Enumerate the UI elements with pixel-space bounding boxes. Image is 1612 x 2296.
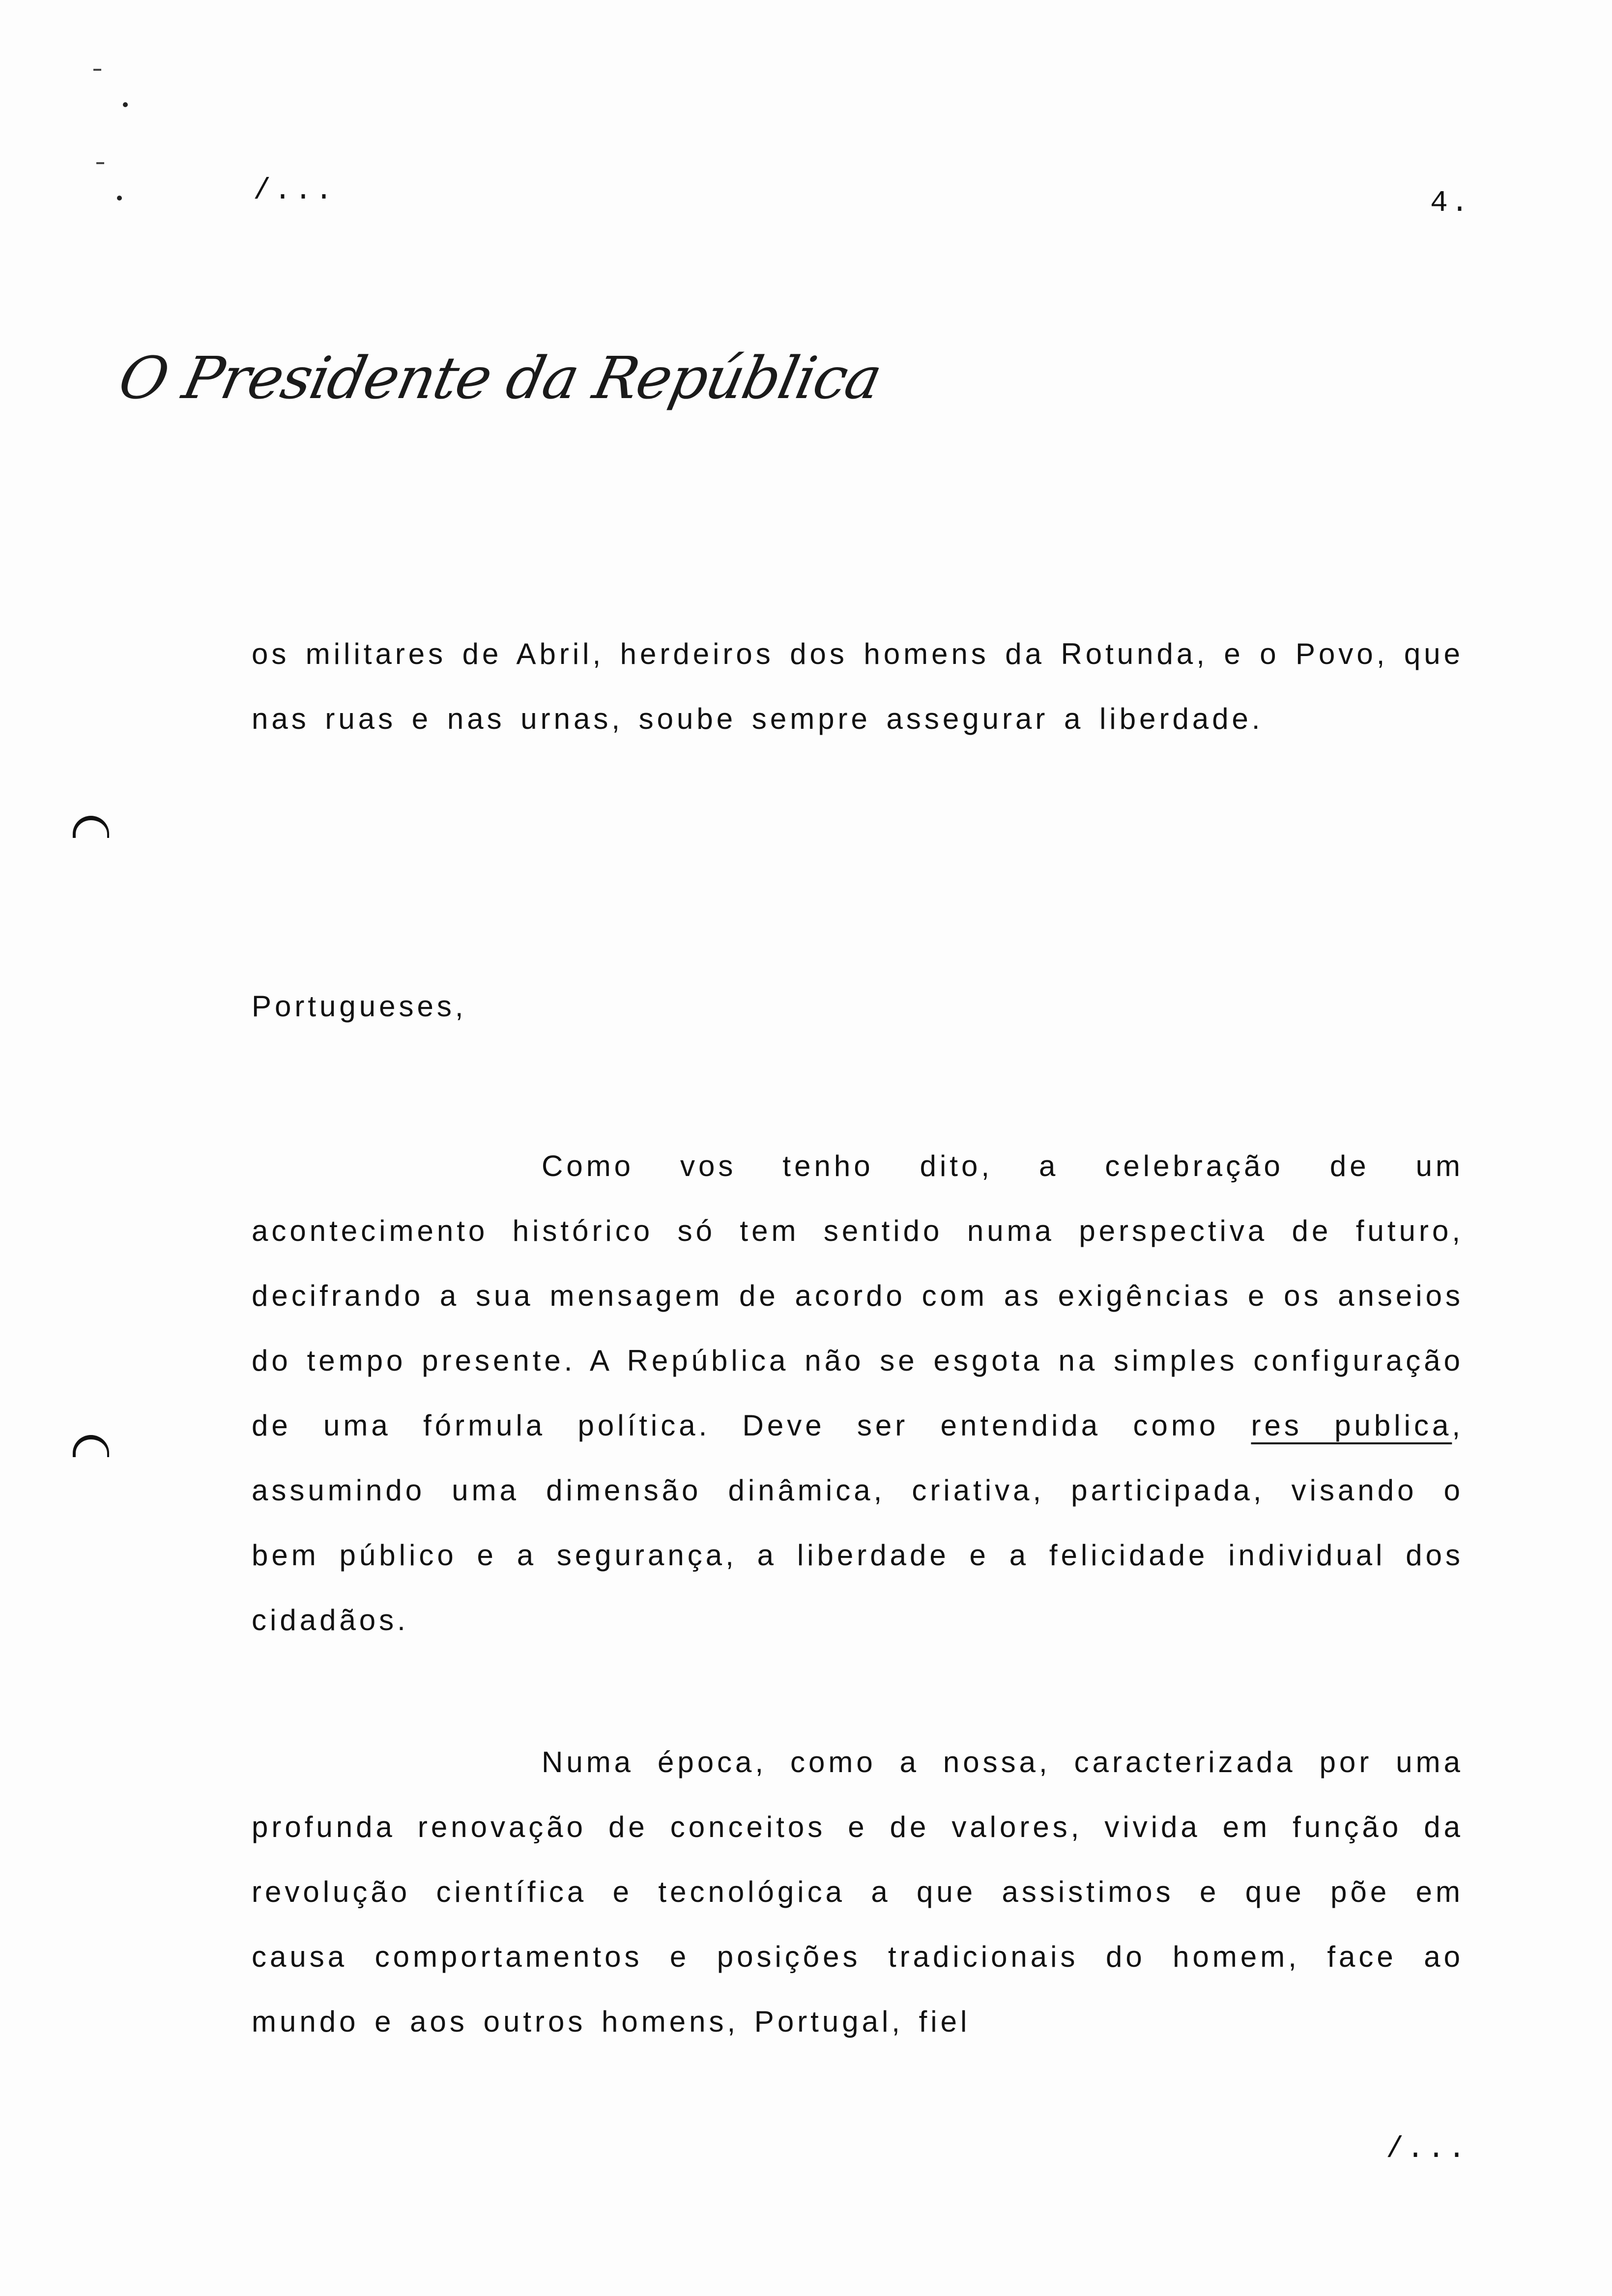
- page-number: 4.: [1430, 187, 1472, 220]
- margin-mark: [96, 162, 104, 164]
- continuation-marker-bottom: /...: [1386, 2133, 1469, 2166]
- margin-speck: [117, 196, 122, 201]
- continuation-marker-top: /...: [253, 174, 336, 208]
- paragraph-text: , assumindo uma dimensão dinâmica, criativa, participada, visando o bem público e a segurança, a liberdade e a felicidade individual dos cidadãos.: [252, 1409, 1464, 1636]
- paragraph: [252, 1134, 1464, 1653]
- margin-mark: [93, 69, 101, 71]
- margin-speck: [123, 102, 128, 107]
- paragraph: os militares de Abril, herdeiros dos homens da Rotunda, e o Povo, que nas ruas e nas urnas, soube sempre assegurar a liberdade.: [252, 637, 1464, 735]
- paragraph: Numa época, como a nossa, caracterizada por uma profunda renovação de conceitos e de valores, vivida em função da revolução científica e tecnológica a que assistimos e que põe em causa comportamentos e posições tradicionais do homem, face ao mundo e aos outros homens, Portugal, fiel: [252, 1746, 1464, 2038]
- letterhead: O Presidente da República: [113, 344, 887, 412]
- hole-punch-mark: [73, 1435, 109, 1457]
- hole-punch-mark: [73, 816, 109, 838]
- paragraph-text: Como vos tenho dito, a celebração de um acontecimento histórico só tem sentido numa perspectiva de futuro, decifrando a sua mensagem de acordo com as exigências e os anseios do tempo presente. A República não se esgota na simples configuração de uma fórmula política. Deve ser entendida como: [252, 1149, 1464, 1442]
- salutation: Portugueses,: [252, 990, 467, 1023]
- emphasis-text: res publica: [1251, 1409, 1452, 1442]
